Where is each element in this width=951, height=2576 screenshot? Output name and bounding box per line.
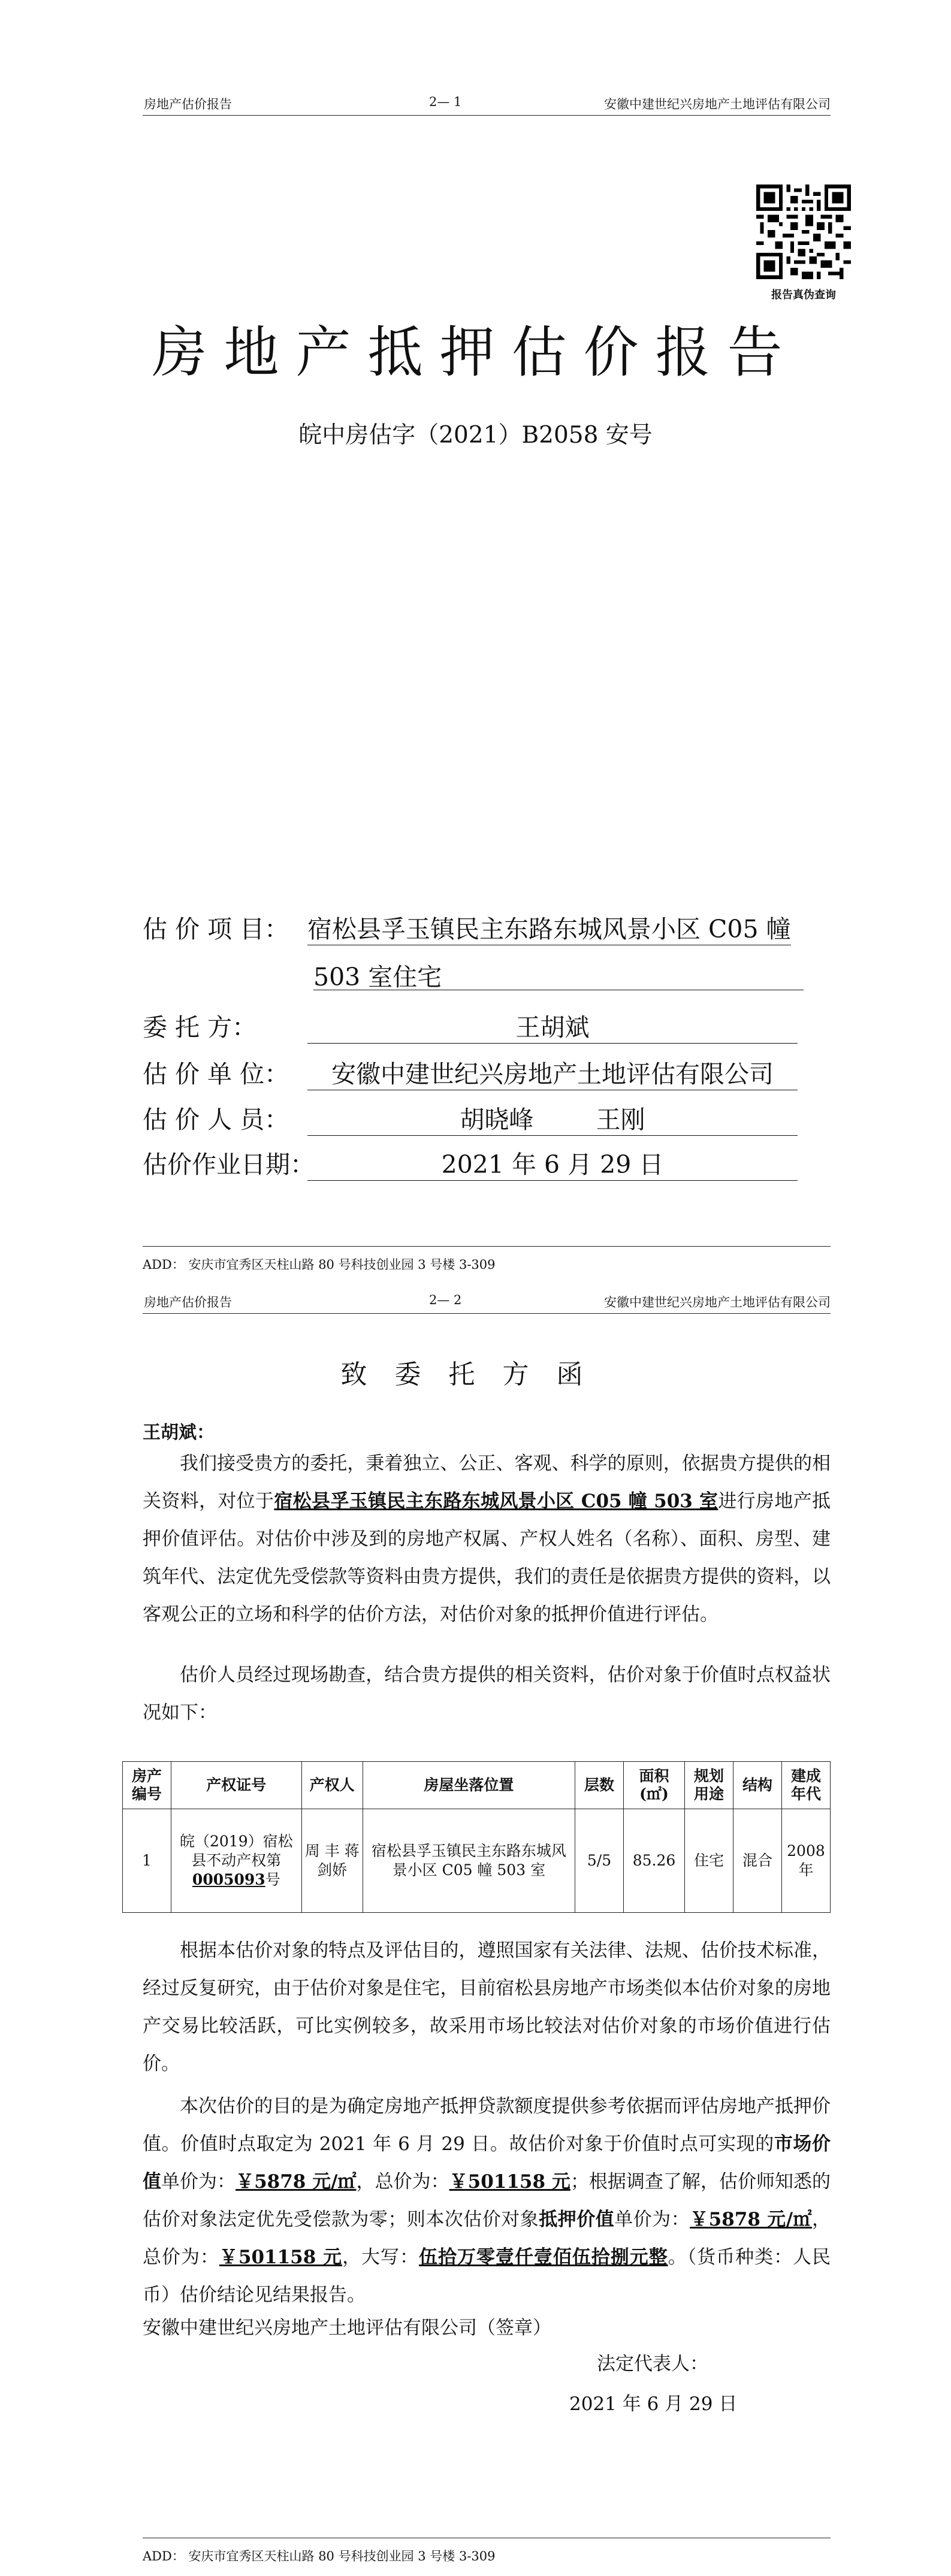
cell-area: 85.26 bbox=[624, 1809, 685, 1913]
col-owner: 产权人 bbox=[301, 1762, 363, 1809]
company-signature: 安徽中建世纪兴房地产土地评估有限公司（签章） bbox=[143, 2317, 551, 2339]
table-row bbox=[123, 1809, 831, 1913]
qr-caption: 报告真伪查询 bbox=[771, 289, 836, 301]
unit-row bbox=[143, 1054, 774, 1090]
market-unit-price: ￥5878 元/㎡ bbox=[236, 2171, 357, 2193]
letter-page bbox=[0, 1288, 951, 2576]
unit-label: 估 价 单 位： bbox=[143, 1060, 289, 1089]
cell-no: 1 bbox=[123, 1809, 171, 1913]
text-span: 本次估价的目的是为确定房地产抵押贷款额度提供参考依据而评估房地产抵押价值。价值时点取定为 2021 年 6 月 29 日。故估价对象于价值时点可实现的 bbox=[143, 2096, 831, 2155]
text-span: 我们接受贵方的委托，秉着独立、公正、客观、科学的原则，依据贵方提供的相关资料，对位于 bbox=[143, 1453, 831, 1512]
property-address-emphasis: 宿松县孚玉镇民主东路东城风景小区 C05 幢 503 室 bbox=[274, 1490, 718, 1512]
cell-structure: 混合 bbox=[733, 1809, 781, 1913]
cell-cert bbox=[171, 1809, 301, 1913]
client-row bbox=[143, 1008, 590, 1043]
col-area: 面积(㎡) bbox=[624, 1762, 685, 1809]
project-value-line2: 503 室住宅 bbox=[313, 957, 804, 990]
paragraph-survey: 估价人员经过现场勘查，结合贵方提供的相关资料，估价对象于价值时点权益状况如下： bbox=[143, 1664, 831, 1724]
project-value: 宿松县孚玉镇民主东路东城风景小区 C05 幢 bbox=[307, 909, 791, 945]
client-value: 王胡斌 bbox=[307, 1008, 798, 1044]
col-location: 房屋坐落位置 bbox=[363, 1762, 575, 1809]
text-span: 进行房地产抵押价值评估。对估价中涉及到的房地产权属、产权人姓名（名称）、面积、房型、建筑年代、法定优先受偿款等资料由贵方提供，我们的责任是依据贵方提供的资料，以客观公正的立场和科学的估价方法，对估价对象的抵押价值进行评估。 bbox=[143, 1490, 831, 1625]
paragraph-see-report: 估价结论见结果报告。 bbox=[180, 2284, 366, 2306]
report-number: 皖中房估字（2021）B2058 安号 bbox=[298, 422, 653, 449]
cell-floors: 5/5 bbox=[575, 1809, 624, 1913]
date-value: 2021 年 6 月 29 日 bbox=[307, 1145, 798, 1181]
staff-value: 胡晓峰 王刚 bbox=[307, 1100, 798, 1136]
mortgage-value-label: 抵押价值 bbox=[539, 2209, 615, 2230]
cell-location: 宿松县孚玉镇民主东路东城风景小区 C05 幢 503 室 bbox=[363, 1809, 575, 1913]
cert-number: 0005093 bbox=[192, 1871, 265, 1888]
market-total-price: ￥501158 元 bbox=[449, 2171, 570, 2193]
qr-verification bbox=[756, 185, 857, 302]
page-footer bbox=[143, 2538, 831, 2565]
footer-address: ADD： 安庆市宜秀区天柱山路 80 号科技创业园 3 号楼 3-309 bbox=[143, 2549, 496, 2563]
text-span: ；根据调查了解，估价师知悉的估价对象法定优先受偿款为零；则本次估价对象 bbox=[143, 2171, 831, 2230]
text-span: 皖（2019）宿松县不动产权第 bbox=[180, 1833, 293, 1869]
footer-address: ADD： 安庆市宜秀区天柱山路 80 号科技创业园 3 号楼 3-309 bbox=[143, 1257, 496, 1272]
market-value-label: 市场价值 bbox=[143, 2133, 831, 2193]
date-row bbox=[143, 1145, 664, 1180]
header-right: 安徽中建世纪兴房地产土地评估有限公司 bbox=[604, 97, 831, 111]
project-row bbox=[143, 909, 791, 945]
text-span: ，总价为： bbox=[143, 2209, 831, 2268]
col-year: 建成年代 bbox=[781, 1762, 830, 1809]
cell-year: 2008 年 bbox=[781, 1809, 830, 1913]
col-no: 房产编号 bbox=[123, 1762, 171, 1809]
col-floors: 层数 bbox=[575, 1762, 624, 1809]
col-structure: 结构 bbox=[733, 1762, 781, 1809]
mortgage-unit-price: ￥5878 元/㎡ bbox=[690, 2209, 812, 2230]
text-span: 号 bbox=[265, 1871, 280, 1888]
text-span: ，总价为： bbox=[356, 2171, 449, 2193]
header-page-number: 2— 1 bbox=[429, 95, 462, 109]
qr-code-icon[interactable] bbox=[756, 185, 851, 279]
header-left: 房地产估价报告 bbox=[144, 1295, 232, 1310]
header-right: 安徽中建世纪兴房地产土地评估有限公司 bbox=[604, 1295, 831, 1310]
client-label: 委 托 方： bbox=[143, 1013, 257, 1042]
table-header-row bbox=[123, 1762, 831, 1809]
staff-row bbox=[143, 1100, 645, 1135]
cell-owner: 周 丰 蒋剑娇 bbox=[301, 1809, 363, 1913]
text-span: 单价为： bbox=[161, 2171, 236, 2193]
cell-use: 住宅 bbox=[685, 1809, 733, 1913]
running-header bbox=[143, 90, 831, 116]
amount-in-words: 伍拾万零壹仟壹佰伍拾捌元整 bbox=[419, 2247, 668, 2268]
text-span: 。（货币种类：人民币） bbox=[143, 2247, 831, 2306]
unit-value: 安徽中建世纪兴房地产土地评估有限公司 bbox=[307, 1054, 798, 1090]
legal-representative: 法定代表人： bbox=[597, 2353, 708, 2375]
project-label: 估 价 项 目： bbox=[143, 915, 289, 944]
text-span: 单价为： bbox=[614, 2209, 690, 2230]
report-title: 房地产抵押估价报告 bbox=[152, 321, 799, 385]
property-table bbox=[122, 1761, 831, 1913]
date-label: 估价作业日期： bbox=[143, 1150, 315, 1179]
col-use: 规划用途 bbox=[685, 1762, 733, 1809]
staff-label: 估 价 人 员： bbox=[143, 1105, 289, 1134]
salutation: 王胡斌： bbox=[143, 1422, 215, 1443]
paragraph-intro bbox=[143, 1445, 831, 1634]
text-span: ，大写： bbox=[342, 2247, 419, 2268]
col-cert: 产权证号 bbox=[171, 1762, 301, 1809]
running-header bbox=[143, 1288, 831, 1314]
header-left: 房地产估价报告 bbox=[144, 97, 232, 111]
letter-title: 致委托方函 bbox=[340, 1359, 611, 1390]
signature-date: 2021 年 6 月 29 日 bbox=[569, 2393, 738, 2415]
header-page-number: 2— 2 bbox=[429, 1293, 462, 1307]
paragraph-method: 根据本估价对象的特点及评估目的，遵照国家有关法律、法规、估价技术标准，经过反复研究，由于估价对象是住宅，目前宿松县房地产市场类似本估价对象的房地产交易比较活跃，可比实例较多，故采用市场比较法对估价对象的市场价值进行估价。 bbox=[143, 1940, 831, 2075]
mortgage-total-price: ￥501158 元 bbox=[219, 2247, 343, 2268]
page-footer bbox=[143, 1246, 831, 1273]
